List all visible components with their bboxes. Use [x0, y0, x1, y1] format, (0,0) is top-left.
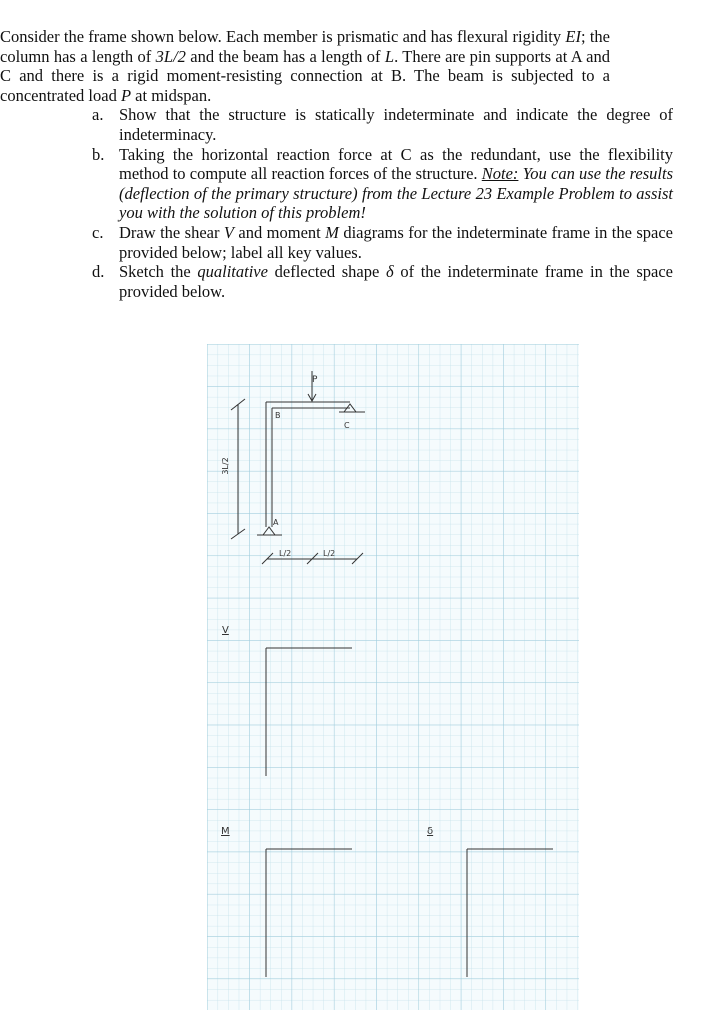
load-symbol: P — [120, 85, 132, 105]
column-length: 3L/2 — [155, 46, 186, 66]
problem-parts-list — [0, 105, 717, 301]
intro-text-3: and the beam has a length of — [185, 46, 385, 66]
intro-text-4: . There are pin supports at A and C and there is a rigid moment-resisting connection at B. The beam is subjected to a concentrated load — [0, 46, 610, 105]
part-b-note-text: You can use the results (deflection of the primary structure) from the Lecture 23 Example Problem to assist you with the solution of this problem! — [119, 164, 674, 223]
beam-length: L — [384, 46, 395, 66]
joint-b-label: B — [275, 411, 281, 420]
part-c-text-3: diagrams for the indeterminate frame in the space provided below; label all key values. — [119, 222, 673, 262]
joint-c-label: C — [344, 421, 350, 430]
intro-text-5: at midspan. — [131, 85, 212, 105]
shear-symbol: V — [223, 222, 234, 242]
problem-statement — [0, 27, 717, 301]
shear-diagram-label: V — [222, 625, 229, 636]
part-c-text-1: Draw the shear — [119, 222, 224, 242]
part-a-text: Show that the structure is statically indeterminate and indicate the degree of indeterminacy. — [119, 105, 673, 144]
part-d-text-2: deflected shape — [267, 262, 386, 282]
part-c-label: c. — [92, 222, 104, 242]
moment-diagram-label: M — [221, 826, 230, 837]
frame-sketch-svg — [207, 344, 579, 1010]
part-b-text: Taking the horizontal reaction force at C as the redundant, use the flexibility method to compute all reaction forces of the structure. — [119, 144, 673, 184]
part-a-label: a. — [92, 105, 104, 125]
part-d-text-1: Sketch the — [119, 262, 198, 282]
part-b-label: b. — [92, 144, 105, 164]
part-d-text-3: of the indeterminate frame in the space provided below. — [119, 262, 673, 301]
part-a — [92, 105, 673, 144]
part-c — [92, 222, 673, 262]
part-d-label: d. — [92, 262, 105, 282]
graph-paper-figure — [207, 344, 579, 1010]
moment-symbol: M — [325, 222, 339, 242]
beam-half-left-label: L/2 — [279, 549, 292, 558]
column-dimension-label: 3L/2 — [221, 457, 230, 475]
qualitative-word: qualitative — [197, 262, 268, 282]
part-b-note-label: Note: — [481, 164, 519, 184]
intro-text-1: Consider the frame shown below. Each member is prismatic and has flexural rigidity — [0, 27, 566, 46]
problem-intro — [0, 27, 610, 105]
deflection-symbol: δ — [385, 262, 394, 282]
intro-text-2: ; the column has a length of — [0, 27, 610, 66]
load-label: P — [312, 375, 318, 385]
flexural-rigidity-symbol: EI — [565, 27, 581, 46]
joint-a-label: A — [273, 518, 279, 527]
part-c-text-2: and moment — [233, 222, 326, 242]
part-b — [92, 144, 674, 223]
part-d — [92, 262, 673, 301]
beam-half-right-label: L/2 — [323, 549, 336, 558]
graph-grid-major — [207, 344, 579, 1010]
deflection-diagram-label: δ — [427, 826, 434, 837]
